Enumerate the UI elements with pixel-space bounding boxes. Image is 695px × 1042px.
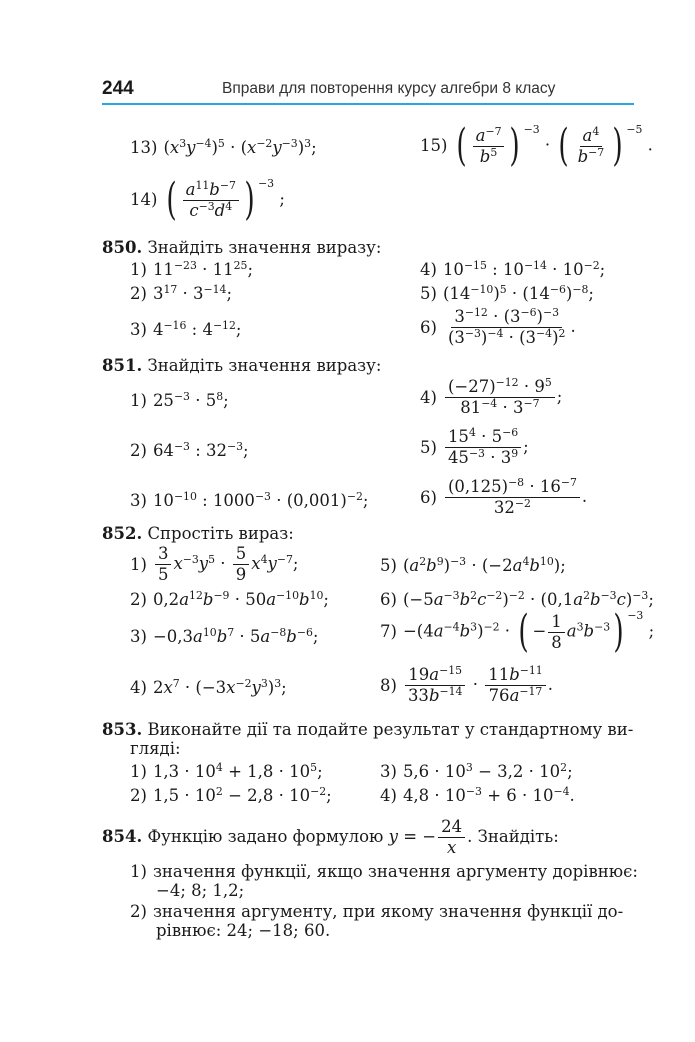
ex851-item-2: 2) $64^{-3}$ : $32^{-3}$;	[130, 440, 249, 460]
ex854-item-1: 1) значення функції, якщо значення аргументу дорівнює:	[130, 862, 638, 881]
ex851-item-5: 5) $\frac{15^4 \cdot 5^{-6}}{45^{-3} \cdot 3^9}$ ;	[420, 426, 529, 467]
page-number: 244	[102, 78, 134, 99]
ex852-item-1: 1) $\frac{3}{5}$ $x^{-3}y^5$ · $\frac{5}{9}$ $x^4y^{-7}$;	[130, 544, 299, 584]
ex853-item-2: 2) $1,5 \cdot 10^2 - 2,8 \cdot 10^{-2}$;	[130, 785, 332, 805]
ex850-item-3: 3) $4^{-16}$ : $4^{-12}$;	[130, 319, 242, 339]
ex852-item-7: $7) -(4a^{-4}b^3)^{-2}$ · ( − $\frac{1}{8}$ $a^3b^{-3}$) $^{-3}$ ;	[380, 606, 655, 657]
exercise-851-heading: 851. Знайдіть значення виразу:	[102, 356, 382, 375]
ex852-item-8: 8) $\frac{19a^{-15}}{33b^{-14}}$ · $\frac{11b^{-11}}{76a^{-17}}$ .	[380, 664, 553, 705]
ex852-item-6: 6) $(-5a^{-3}b^2c^{-2})^{-2} \cdot (0,1a^2b^{-3}c)^{-3}$;	[380, 589, 654, 609]
ex852-item-2: 2) $0,2a^{12}b^{-9} \cdot 50a^{-10}b^{10}$;	[130, 589, 329, 609]
item-15: 15) ( $\frac{a^{-7}}{b^5}$ ) $^{-3}$ · ( $\frac{a^4}{b^{-7}}$ ) $^{-5}$ .	[420, 120, 653, 171]
ex854-item-1-cont: −4; 8; 1,2;	[156, 881, 245, 900]
exercise-850-heading: 850. Знайдіть значення виразу:	[102, 238, 382, 257]
ex851-item-6: 6) $\frac{(0,125)^{-8} \cdot 16^{-7}}{32^{-2}}$ .	[420, 476, 588, 517]
item-14: 14) ( $\frac{a^{11}b^{-7}}{c^{-3}d^4}$ ) $^{-3}$ ;	[130, 174, 285, 225]
ex851-item-4: 4) $\frac{(-27)^{-12} \cdot 9^5}{81^{-4} \cdot 3^{-7}}$ ;	[420, 376, 563, 417]
ex852-item-4: 4) $2x^7 \cdot (-3x^{-2}y^3)^3$;	[130, 677, 287, 697]
exercise-853-heading: 853. Виконайте дії та подайте результат у стандартному ви-	[102, 720, 634, 739]
exercise-853-heading-cont: гляді:	[130, 739, 181, 758]
ex850-item-2: 2) $3^{17} \cdot 3^{-14}$;	[130, 283, 233, 303]
ex852-item-3: $3) -0,3a^{10}b^7 \cdot 5a^{-8}b^{-6}$;	[130, 626, 319, 646]
ex850-item-6: 6) $\frac{3^{-12} \cdot (3^{-6})^{-3}}{(3^{-3})^{-4} \cdot (3^{-4})^2}$ .	[420, 306, 576, 347]
ex853-item-3: 3) $5,6 \cdot 10^3 - 3,2 \cdot 10^2$;	[380, 761, 573, 781]
ex850-item-5: 5) $(14^{-10})^5 \cdot (14^{-6})^{-8}$;	[420, 283, 594, 303]
header-rule	[102, 103, 634, 105]
ex854-item-2: 2) значення аргументу, при якому значення функції до-	[130, 902, 624, 921]
running-head: Вправи для повторення курсу алгебри 8 класу	[222, 80, 556, 97]
ex850-item-1: 1) $11^{-23} \cdot 11^{25}$;	[130, 259, 254, 279]
ex851-item-1: 1) $25^{-3} \cdot 5^8$;	[130, 390, 229, 410]
ex850-item-4: 4) $10^{-15}$ : $10^{-14} \cdot 10^{-2}$;	[420, 259, 606, 279]
ex851-item-3: 3) $10^{-10}$ : $1000^{-3} \cdot (0,001)^{-2}$;	[130, 490, 369, 510]
ex852-item-5: 5) $(a^2b^9)^{-3} \cdot (-2a^4b^{10})$;	[380, 555, 566, 575]
item-13: 13) $(x^3y^{-4})^5 \cdot (x^{-2}y^{-3})^3$;	[130, 137, 317, 157]
exercise-852-heading: 852. Спростіть вираз:	[102, 524, 294, 543]
ex853-item-4: 4) $4,8 \cdot 10^{-3} + 6 \cdot 10^{-4}$.	[380, 785, 575, 805]
ex853-item-1: 1) $1,3 \cdot 10^4 + 1,8 \cdot 10^5$;	[130, 761, 323, 781]
exercise-854-heading: 854. Функцію задано формулою y = − $\frac{24}{x}$ . Знайдіть:	[102, 817, 559, 857]
ex854-item-2-cont: рівнює: 24; −18; 60.	[156, 921, 331, 940]
